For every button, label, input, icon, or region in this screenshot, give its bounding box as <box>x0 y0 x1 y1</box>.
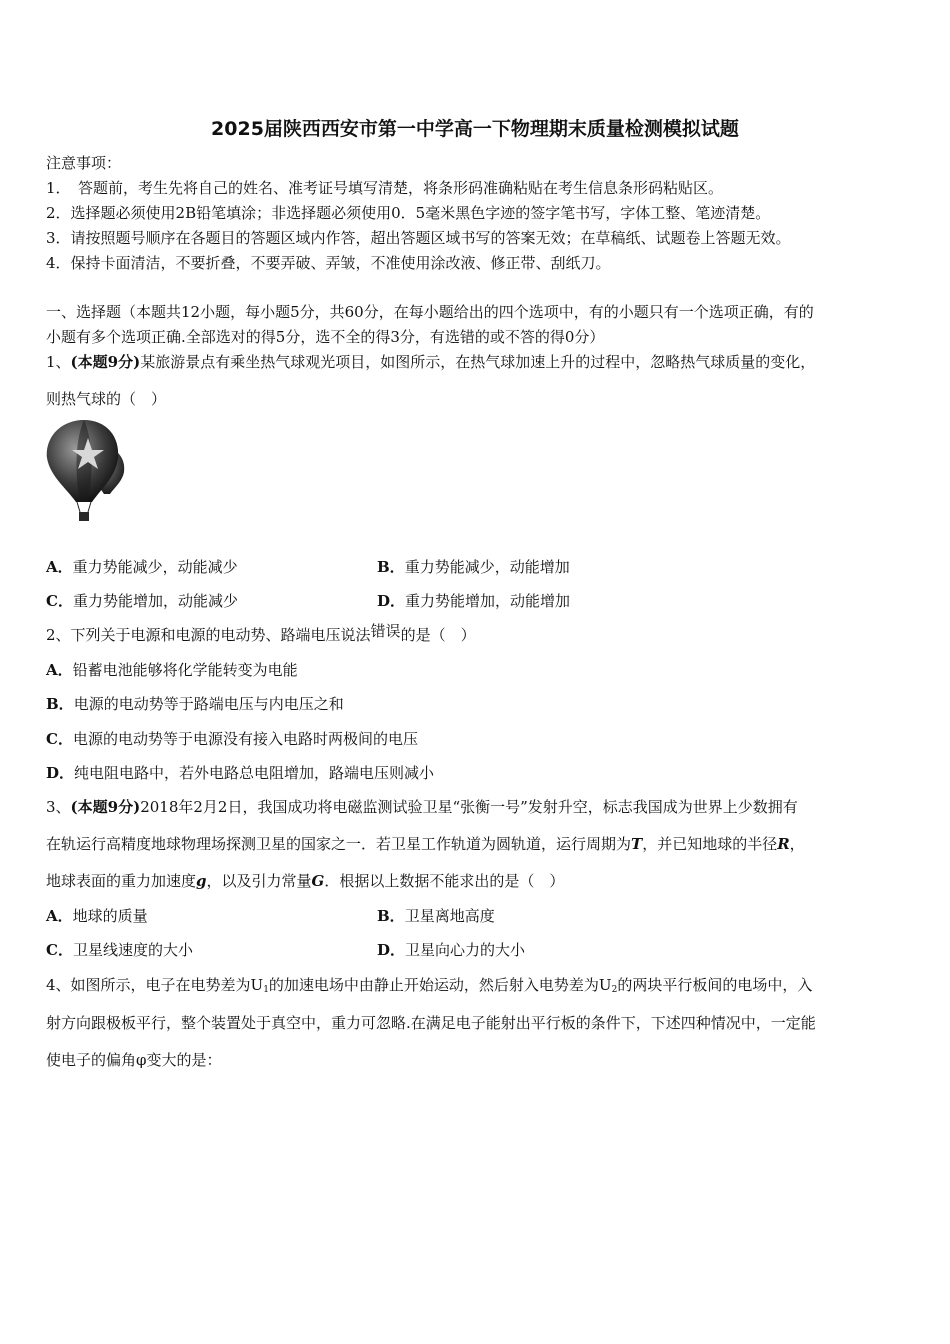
q1-option-c: C．重力势能增加，动能减少 <box>46 592 238 610</box>
q3-option-c: C．卫星线速度的大小 <box>46 941 193 959</box>
q1-number: 1、 <box>46 353 71 371</box>
section-intro-line2: 小题有多个选项正确.全部选对的得5分，选不全的得3分，有选错的或不答的得0分） <box>46 328 605 346</box>
q1-option-d: D．重力势能增加，动能增加 <box>377 592 571 610</box>
section-intro-line1: 一、选择题（本题共12小题，每小题5分，共60分，在每小题给出的四个选项中，有的小题只有一个选项正确，有的 <box>46 303 814 321</box>
notice-heading: 注意事项： <box>46 154 122 172</box>
hot-air-balloon-image <box>44 418 126 526</box>
q1-option-a: A．重力势能减少，动能减少 <box>46 558 238 576</box>
balloon-basket <box>79 512 89 521</box>
q3-stem-line2: 在轨运行高精度地球物理场探测卫星的国家之一．若卫星工作轨道为圆轨道，运行周期为T，并已知地球的半径R， <box>46 835 805 853</box>
q1-stem-line1 <box>46 352 815 372</box>
notice-item-1: 1． 答题前，考生先将自己的姓名、准考证号填写清楚，将条形码准确粘贴在考生信息条形码粘贴区。 <box>46 179 724 197</box>
q1-score-tag: (本题9分) <box>70 353 141 371</box>
q1-option-b: B．重力势能减少，动能增加 <box>377 558 570 576</box>
page-title: 2025届陕西西安市第一中学高一下物理期末质量检测模拟试题 <box>211 118 739 140</box>
q3-option-a: A．地球的质量 <box>46 907 148 925</box>
q2-stem: 2、下列关于电源和电源的电动势、路端电压说法错误的是（ ） <box>46 622 476 644</box>
q3-stem-line3: 地球表面的重力加速度g，以及引力常量G．根据以上数据不能求出的是（ ） <box>46 872 565 890</box>
notice-item-3: 3．请按照题号顺序在各题目的答题区域内作答，超出答题区域书写的答案无效；在草稿纸、试题卷上答题无效。 <box>46 229 791 247</box>
q4-stem-line1: 4、如图所示，电子在电势差为$U_1$的加速电场中由静止开始运动，然后射入电势差为$U_2$的两块平行板间的电场中，入 <box>46 976 813 995</box>
q1-stem-line2: 则热气球的（ ） <box>46 390 167 408</box>
notice-item-4: 4．保持卡面清洁，不要折叠，不要弄破、弄皱，不准使用涂改液、修正带、刮纸刀。 <box>46 254 611 272</box>
notice-item-2: 2．选择题必须使用2B铅笔填涂；非选择题必须使用0．5毫米黑色字迹的签字笔书写，字体工整、笔迹清楚。 <box>46 204 771 222</box>
q2-option-b: B．电源的电动势等于路端电压与内电压之和 <box>46 695 344 713</box>
q2-option-c: C．电源的电动势等于电源没有接入电路时两极间的电压 <box>46 730 418 748</box>
q1-text1: 某旅游景点有乘坐热气球观光项目，如图所示，在热气球加速上升的过程中，忽略热气球质量的变化， <box>140 353 816 371</box>
q3-option-b: B．卫星离地高度 <box>377 907 495 925</box>
q2-emphasis-error: 错误 <box>370 622 401 640</box>
q4-stem-line2: 射方向跟极板平行，整个装置处于真空中，重力可忽略.在满足电子能射出平行板的条件下，下述四种情况中，一定能 <box>46 1014 816 1032</box>
q2-option-d: D．纯电阻电路中，若外电路总电阻增加，路端电压则减小 <box>46 764 435 782</box>
q4-stem-line3: 使电子的偏角φ变大的是： <box>46 1051 222 1069</box>
q3-stem-line1: 3、(本题9分)2018年2月2日，我国成功将电磁监测试验卫星“张衡一号”发射升空，标志我国成为世界上少数拥有 <box>46 798 798 816</box>
q3-option-d: D．卫星向心力的大小 <box>377 941 526 959</box>
q2-option-a: A．铅蓄电池能够将化学能转变为电能 <box>46 661 298 679</box>
